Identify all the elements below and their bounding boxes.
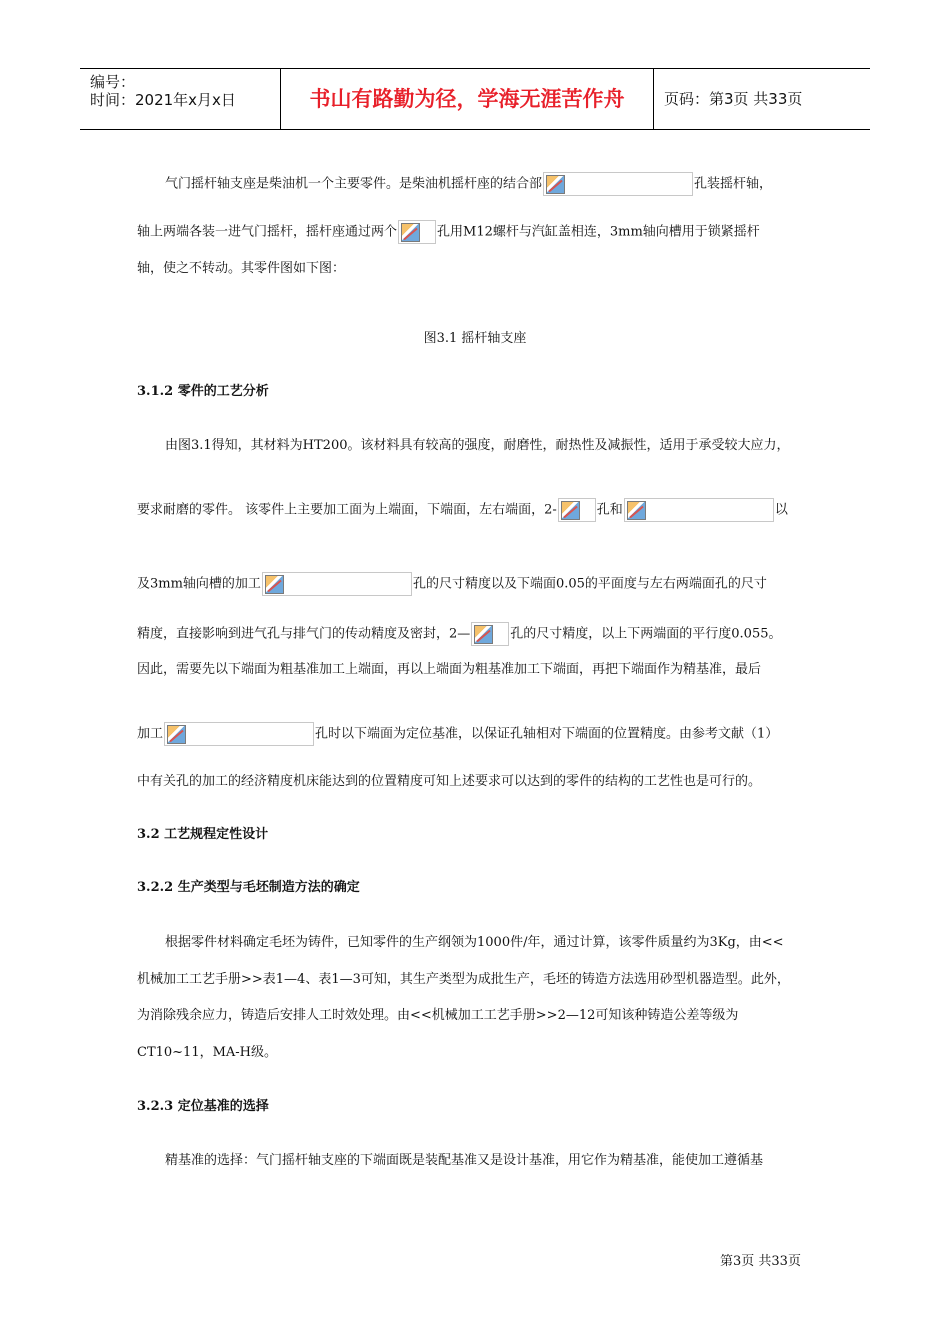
text-span: 轴上两端各装一进气门摇杆，摇杆座通过两个	[137, 224, 398, 240]
paragraph-line: 由图3.1得知，其材料为HT200。该材料具有较高的强度，耐磨性，耐热性及减振性，适用于承受较大应力，	[165, 438, 790, 453]
inline-image	[543, 172, 693, 196]
document-time-label: 时间：2021年x月x日	[90, 91, 236, 109]
header-page-label: 页码：第3页 共33页	[664, 90, 803, 108]
broken-image-icon	[167, 725, 186, 744]
text-span: 加工	[137, 726, 164, 742]
paragraph-line: 中有关孔的加工的经济精度机床能达到的位置精度可知上述要求可以达到的零件的结构的工艺性也是可行的。	[137, 774, 762, 789]
inline-image	[398, 220, 436, 244]
broken-image-icon	[627, 501, 646, 520]
paragraph-line: 因此，需要先以下端面为粗基准加工上端面，再以上端面为粗基准加工下端面，再把下端面作为精基准，最后	[137, 662, 762, 677]
text-span: 以	[774, 502, 788, 518]
section-heading-3-2: 3.2 工艺规程定性设计	[137, 827, 269, 842]
broken-image-icon	[474, 625, 493, 644]
footer-page-number: 第3页 共33页	[720, 1254, 801, 1269]
broken-image-icon	[561, 501, 580, 520]
figure-caption: 图3.1 摇杆轴支座	[423, 331, 527, 346]
text-span: 孔的尺寸精度以及下端面0.05的平面度与左右两端面孔的尺寸	[412, 576, 767, 592]
text-span: 要求耐磨的零件。 该零件上主要加工面为上端面，下端面，左右端面，2-	[137, 502, 557, 518]
header-right-cell	[654, 69, 870, 129]
section-heading-3-1-2: 3.1.2 零件的工艺分析	[137, 384, 269, 399]
broken-image-icon	[401, 223, 420, 242]
paragraph-line: 轴，使之不转动。其零件图如下图：	[137, 261, 346, 276]
text-span: 气门摇杆轴支座是柴油机一个主要零件。是柴油机摇杆座的结合部	[165, 176, 543, 192]
paragraph-line: 机械加工工艺手册>>表1—4、表1—3可知，其生产类型为成批生产，毛坯的铸造方法选用砂型机器造型。此外，	[137, 972, 790, 987]
paragraph-line: 为消除残余应力，铸造后安排人工时效处理。由<<机械加工工艺手册>>2—12可知该种铸造公差等级为	[137, 1008, 739, 1023]
inline-image	[471, 622, 509, 646]
text-span: 孔装摇杆轴，	[694, 176, 773, 192]
text-span: 孔时以下端面为定位基准，以保证孔轴相对下端面的位置精度。由参考文献（1）	[315, 726, 779, 742]
paragraph-line: 根据零件材料确定毛坯为铸件，已知零件的生产纲领为1000件/年，通过计算，该零件质量约为3Kg，由<<	[165, 935, 784, 950]
paragraph-line	[137, 220, 760, 244]
inline-image	[558, 498, 596, 522]
page-header	[80, 68, 870, 130]
header-motto: 书山有路勤为径，学海无涯苦作舟	[309, 87, 625, 111]
header-center-cell	[281, 69, 654, 129]
paragraph-line	[137, 622, 782, 646]
section-heading-3-2-2: 3.2.2 生产类型与毛坯制造方法的确定	[137, 880, 360, 895]
header-left-cell	[80, 69, 281, 129]
paragraph-line: 精基准的选择：气门摇杆轴支座的下端面既是装配基准又是设计基准，用它作为精基准，能使加工遵循基	[165, 1153, 764, 1168]
text-span: 及3mm轴向槽的加工	[137, 576, 261, 592]
document-number-label: 编号：	[90, 73, 136, 91]
broken-image-icon	[265, 575, 284, 594]
inline-image	[262, 572, 412, 596]
paragraph-line	[165, 172, 772, 196]
text-span: 孔和	[596, 502, 623, 518]
text-span: 精度，直接影响到进气孔与排气门的传动精度及密封，2—	[137, 626, 471, 642]
inline-image	[624, 498, 774, 522]
broken-image-icon	[546, 175, 565, 194]
paragraph-line	[137, 498, 788, 522]
text-span: 孔用M12螺杆与汽缸盖相连，3mm轴向槽用于锁紧摇杆	[437, 224, 760, 240]
paragraph-line	[137, 572, 767, 596]
paragraph-line	[137, 722, 778, 746]
text-span: 孔的尺寸精度，以上下两端面的平行度0.055。	[510, 626, 782, 642]
paragraph-line: CT10~11，MA-H级。	[137, 1045, 278, 1060]
inline-image	[164, 722, 314, 746]
section-heading-3-2-3: 3.2.3 定位基准的选择	[137, 1099, 269, 1114]
